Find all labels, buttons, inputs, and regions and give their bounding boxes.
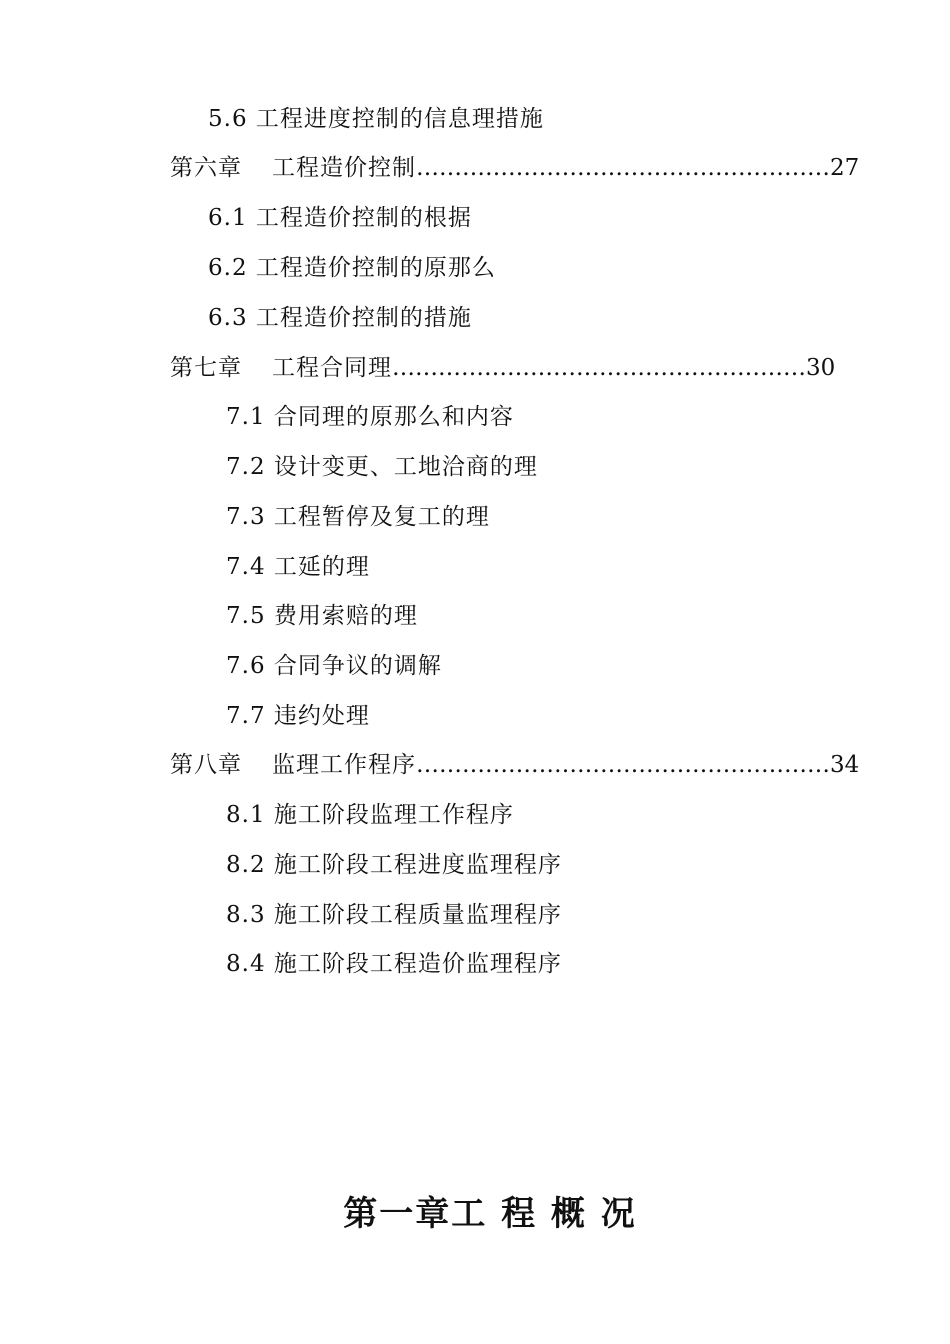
chapter-title: 监理工作程序 — [272, 752, 416, 778]
chapter-heading: 第一章工 程 概 况 — [343, 1194, 637, 1234]
leader-dots: ……………………………………………… — [416, 155, 830, 181]
toc-entry-7-6: 7.6 合同争议的调解 — [226, 653, 442, 679]
chapter-title: 工程造价控制 — [272, 155, 416, 181]
toc-entry-8-3: 8.3 施工阶段工程质量监理程序 — [226, 902, 562, 928]
page-number: 30 — [806, 355, 836, 381]
chapter-label: 第七章 — [170, 355, 242, 381]
toc-entry-8-2: 8.2 施工阶段工程进度监理程序 — [226, 852, 562, 878]
toc-entry-7-2: 7.2 设计变更、工地洽商的理 — [226, 454, 538, 480]
page-number: 34 — [830, 752, 860, 778]
toc-chapter-7 — [170, 350, 835, 386]
toc-entry-7-5: 7.5 费用索赔的理 — [226, 603, 418, 629]
page-number: 27 — [830, 155, 860, 181]
toc-entry-6-3: 6.3 工程造价控制的措施 — [208, 305, 472, 331]
toc-chapter-8 — [170, 747, 859, 783]
toc-entry-5-6: 5.6 工程进度控制的信息理措施 — [208, 106, 544, 132]
chapter-label: 第六章 — [170, 155, 242, 181]
chapter-label: 第八章 — [170, 752, 242, 778]
chapter-title: 工程合同理 — [272, 355, 392, 381]
toc-entry-8-1: 8.1 施工阶段监理工作程序 — [226, 802, 514, 828]
leader-dots: ……………………………………………… — [416, 752, 830, 778]
leader-dots: ……………………………………………… — [392, 355, 806, 381]
toc-entry-6-1: 6.1 工程造价控制的根据 — [208, 205, 472, 231]
toc-entry-6-2: 6.2 工程造价控制的原那么 — [208, 255, 496, 281]
toc-entry-7-4: 7.4 工延的理 — [226, 554, 370, 580]
toc-chapter-6 — [170, 150, 859, 186]
toc-entry-7-1: 7.1 合同理的原那么和内容 — [226, 404, 514, 430]
toc-entry-8-4: 8.4 施工阶段工程造价监理程序 — [226, 951, 562, 977]
toc-entry-7-7: 7.7 违约处理 — [226, 703, 370, 729]
toc-entry-7-3: 7.3 工程暂停及复工的理 — [226, 504, 490, 530]
